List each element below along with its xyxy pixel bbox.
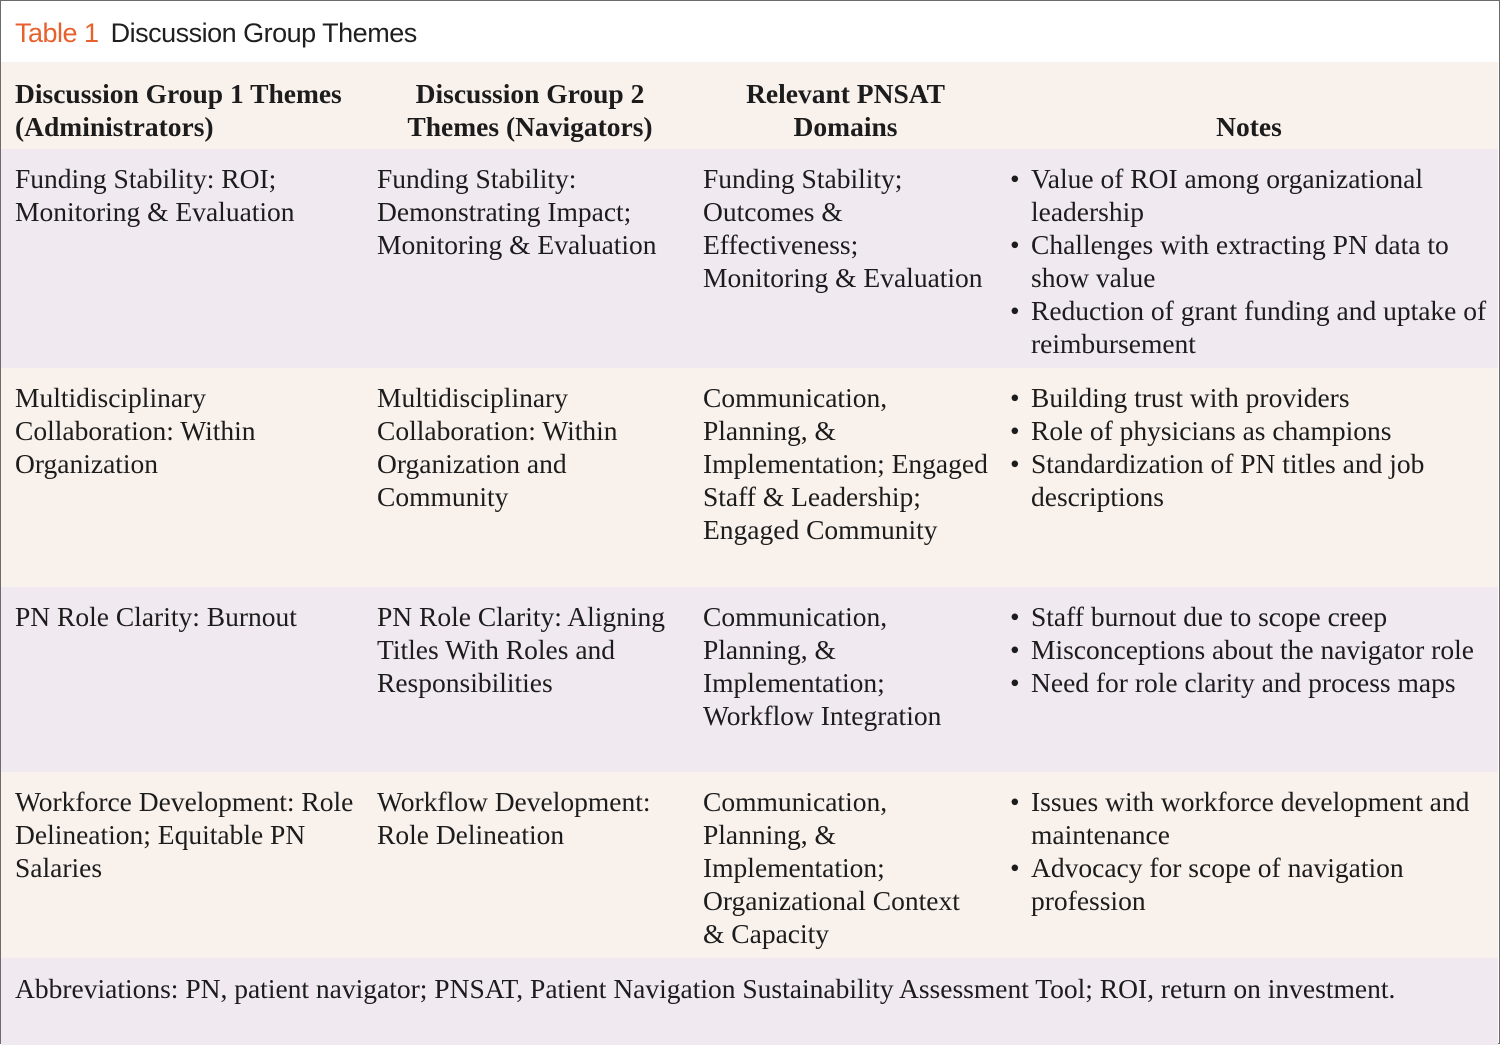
note-item: • Reduction of grant funding and uptake of reimbursement (1010, 294, 1494, 360)
discussion-themes-table (1, 62, 1498, 1045)
table-number-label: Table 1 (15, 18, 99, 48)
cell-notes (994, 772, 1498, 958)
note-item: • Building trust with providers (1010, 381, 1494, 414)
header-group2: Discussion Group 2 Themes (Navigators) (407, 78, 653, 142)
cell-domains: Communication, Planning, & Implementation; Organizational Context & Capacity (703, 786, 960, 949)
cell-group1: Funding Stability: ROI; Monitoring & Evaluation (15, 163, 295, 227)
cell-group2: Multidisciplinary Collaboration: Within Organization and Community (377, 382, 618, 512)
note-item: • Role of physicians as champions (1010, 414, 1494, 447)
header-group1: Discussion Group 1 Themes (Administrators) (15, 78, 342, 142)
note-item: • Standardization of PN titles and job descriptions (1010, 447, 1494, 513)
note-item: • Misconceptions about the navigator role (1010, 633, 1494, 666)
header-row (1, 62, 1498, 149)
cell-group1: Multidisciplinary Collaboration: Within Organization (15, 382, 256, 479)
abbreviations-footnote: Abbreviations: PN, patient navigator; PNSAT, Patient Navigation Sustainability Assessment Tool; ROI, return on investment. (15, 973, 1396, 1004)
footnote-row (1, 958, 1498, 1045)
note-item: • Issues with workforce development and maintenance (1010, 785, 1494, 851)
note-item: • Need for role clarity and process maps (1010, 666, 1494, 699)
note-item: • Staff burnout due to scope creep (1010, 600, 1494, 633)
notes-list (1010, 162, 1494, 360)
note-item: • Challenges with extracting PN data to show value (1010, 228, 1494, 294)
cell-group2: Workflow Development: Role Delineation (377, 786, 651, 850)
note-item: • Value of ROI among organizational leadership (1010, 162, 1494, 228)
table-caption (1, 1, 1498, 62)
table-row (1, 587, 1498, 772)
header-domains: Relevant PNSAT Domains (746, 78, 945, 142)
header-notes: Notes (1216, 111, 1282, 142)
cell-notes (994, 587, 1498, 772)
notes-list (1010, 600, 1494, 699)
note-item: • Advocacy for scope of navigation profession (1010, 851, 1494, 917)
cell-group2: Funding Stability: Demonstrating Impact; Monitoring & Evaluation (377, 163, 657, 260)
table-title: Discussion Group Themes (110, 18, 417, 48)
cell-domains: Communication, Planning, & Implementation; Engaged Staff & Leadership; Engaged Community (703, 382, 988, 545)
cell-notes (994, 149, 1498, 368)
notes-list (1010, 785, 1494, 917)
cell-notes (994, 368, 1498, 587)
cell-group2: PN Role Clarity: Aligning Titles With Roles and Responsibilities (377, 601, 665, 698)
cell-domains: Communication, Planning, & Implementation; Workflow Integration (703, 601, 942, 731)
cell-group1: PN Role Clarity: Burnout (15, 601, 297, 632)
cell-group1: Workforce Development: Role Delineation; Equitable PN Salaries (15, 786, 354, 883)
cell-domains: Funding Stability; Outcomes & Effectiveness; Monitoring & Evaluation (703, 163, 983, 293)
notes-list (1010, 381, 1494, 513)
table-row (1, 368, 1498, 587)
table-row (1, 772, 1498, 958)
table-row (1, 149, 1498, 368)
